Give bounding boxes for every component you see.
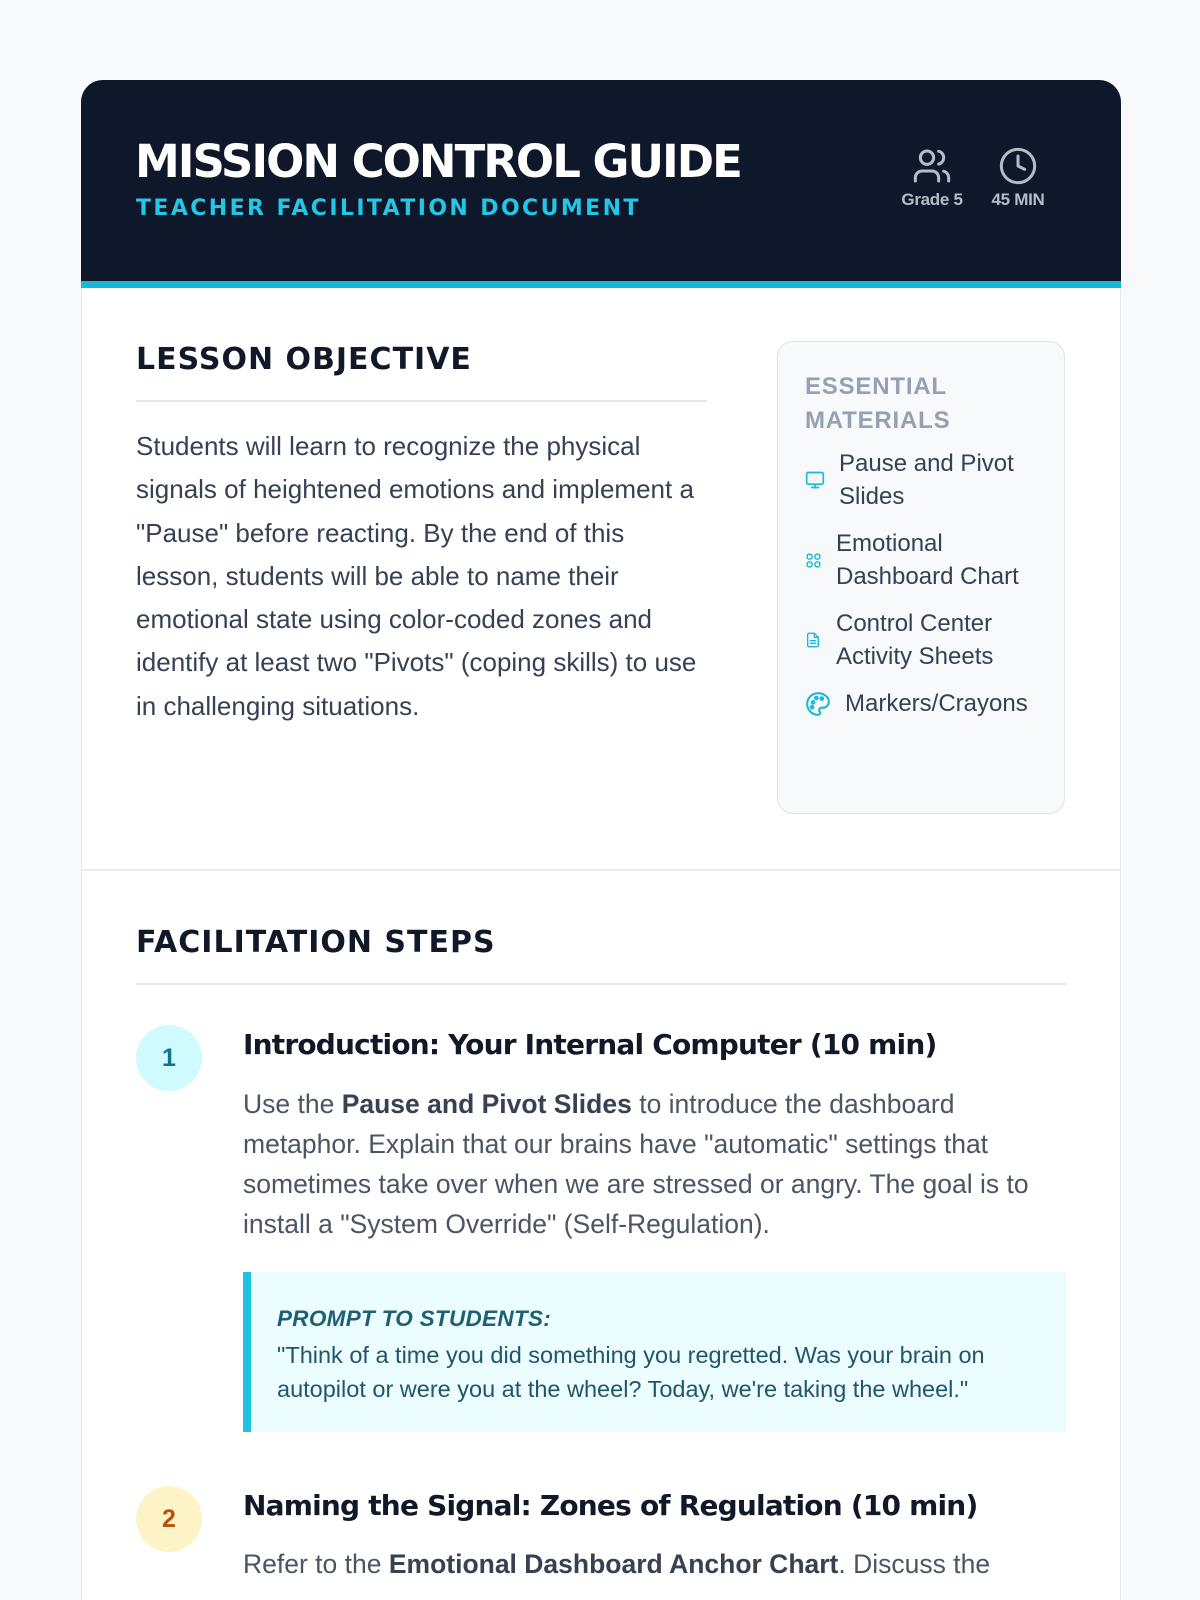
material-item — [805, 607, 1055, 673]
document-icon — [805, 631, 821, 649]
material-item — [805, 687, 1055, 720]
step-text: to introduce the dashboard metaphor. Explain that our brains have "automatic" settings that sometimes take over when we are stressed or angry. The goal is to install a "System Override" (Self-Regulation). — [243, 1089, 1029, 1239]
header-accent-bar — [81, 281, 1121, 288]
step-description — [243, 1544, 1065, 1584]
clock-icon — [998, 146, 1038, 186]
guide-title: MISSION CONTROL GUIDE — [135, 135, 741, 188]
monitor-icon — [805, 470, 825, 490]
step-material-ref: Emotional Dashboard Anchor Chart — [388, 1549, 839, 1579]
guide-header — [81, 80, 1121, 281]
step-number-badge: 1 — [136, 1025, 202, 1091]
student-prompt-callout — [243, 1272, 1066, 1432]
steps-rule — [136, 983, 1066, 985]
objective-rule — [136, 400, 707, 402]
step-title: Naming the Signal: Zones of Regulation (10 min) — [243, 1489, 978, 1522]
material-item — [805, 447, 1055, 513]
materials-panel — [777, 341, 1065, 814]
section-divider — [82, 869, 1120, 871]
lesson-guide-card — [81, 80, 1121, 1600]
prompt-label: PROMPT TO STUDENTS: — [277, 1306, 552, 1331]
duration-meta — [978, 146, 1058, 210]
duration-label: 45 MIN — [991, 190, 1045, 209]
step-description — [243, 1084, 1065, 1244]
material-item — [805, 527, 1055, 593]
grade-label: Grade 5 — [901, 190, 963, 209]
step-text: Refer to the — [243, 1549, 389, 1579]
steps-heading: FACILITATION STEPS — [136, 925, 496, 960]
step-text: Use the — [243, 1089, 342, 1119]
material-label: Emotional Dashboard Chart — [836, 530, 1019, 590]
guide-subtitle: TEACHER FACILITATION DOCUMENT — [136, 196, 641, 221]
grade-meta — [892, 146, 972, 210]
material-label: Control Center Activity Sheets — [836, 610, 994, 670]
objective-text: Students will learn to recognize the physical signals of heightened emotions and implement a "Pause" before reacting. By the end of this lesson, students will be able to name their emotional state using color-coded zones and identify at least two "Pivots" (coping skills) to use in challenging situations. — [136, 431, 697, 721]
objective-heading: LESSON OBJECTIVE — [136, 342, 472, 377]
users-icon — [912, 146, 952, 186]
palette-icon — [805, 691, 831, 717]
materials-heading: ESSENTIAL MATERIALS — [805, 373, 951, 434]
material-label: Pause and Pivot Slides — [839, 450, 1014, 510]
step-material-ref: Pause and Pivot Slides — [341, 1089, 632, 1119]
step-title: Introduction: Your Internal Computer (10 min) — [243, 1028, 937, 1061]
step-text: . Discuss the — [838, 1549, 991, 1579]
grid-icon — [805, 552, 822, 569]
step-number-badge: 2 — [136, 1486, 202, 1552]
material-label: Markers/Crayons — [845, 690, 1028, 717]
prompt-text: "Think of a time you did something you regretted. Was your brain on autopilot or were you at the wheel? Today, we're taking the wheel." — [277, 1342, 985, 1402]
